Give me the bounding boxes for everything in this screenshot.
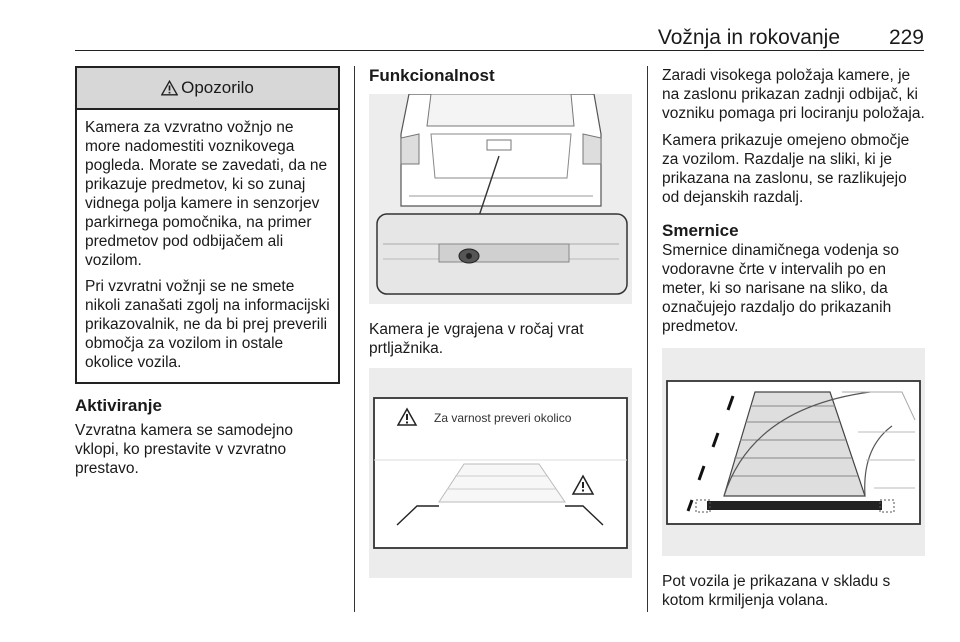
- screen-warning-text: Za varnost preveri okolico: [434, 411, 572, 425]
- col3-paragraph-1: Zaradi visokega položaja kamere, je na zaslonu prikazan zadnji odbijač, ki vozniku pomaga pri lociranju položaja.: [662, 67, 925, 122]
- guides-caption: Pot vozila je prikazana v skladu s kotom krmiljenja volana.: [662, 573, 891, 609]
- warning-header: [77, 68, 338, 110]
- page-number: 229: [888, 26, 924, 49]
- function-heading: Funkcionalnost: [369, 66, 495, 85]
- warning-triangle-icon: [161, 80, 178, 96]
- page-title: Vožnja in rokovanje: [657, 26, 840, 49]
- activation-heading: Aktiviranje: [75, 396, 162, 415]
- column-2: [369, 66, 634, 86]
- guides-heading: Smernice: [662, 221, 739, 240]
- column-1: [75, 66, 340, 478]
- guides-text: Smernice dinamičnega vodenja so vodoravne črte v intervalih po en meter, ki so narisane na sliko, da označujejo razdaljo do prikazanih predmetov.: [662, 242, 899, 335]
- warning-heading: Opozorilo: [181, 78, 254, 97]
- page-header: [0, 0, 960, 52]
- column-3: [662, 66, 927, 344]
- warning-body: [77, 110, 338, 382]
- header-rule: [75, 50, 924, 51]
- car-camera-illustration: [369, 94, 632, 304]
- camera-screen-illustration: [369, 368, 632, 578]
- guide-lines-illustration: [662, 348, 925, 556]
- activation-text: Vzvratna kamera se samodejno vklopi, ko prestavite v vzvratno prestavo.: [75, 422, 293, 477]
- warning-paragraph-2: Pri vzvratni vožnji se ne smete nikoli zanašati zgolj na informacijski prikazovalnik, ne da bi prej preverili območja za vozilom in ostale okolice vozila.: [85, 278, 330, 371]
- camera-caption: Kamera je vgrajena v ročaj vrat prtljažnika.: [369, 321, 584, 357]
- column-divider-2: [647, 66, 648, 612]
- column-divider-1: [354, 66, 355, 612]
- warning-box: [75, 66, 340, 384]
- warning-paragraph-1: Kamera za vzvratno vožnjo ne more nadomestiti voznikovega pogleda. Morate se zavedati, da ne prikazuje predmetov, ki so zunaj vidnega polja kamere in senzorjev parkirnega pomočnika, na primer predmetov pod odbijačem ali vozilom.: [85, 119, 328, 269]
- col3-paragraph-2: Kamera prikazuje omejeno območje za vozilom. Razdalje na sliki, ki je prikazana na zaslonu, se razlikujejo od dejanskih razdalj.: [662, 132, 910, 206]
